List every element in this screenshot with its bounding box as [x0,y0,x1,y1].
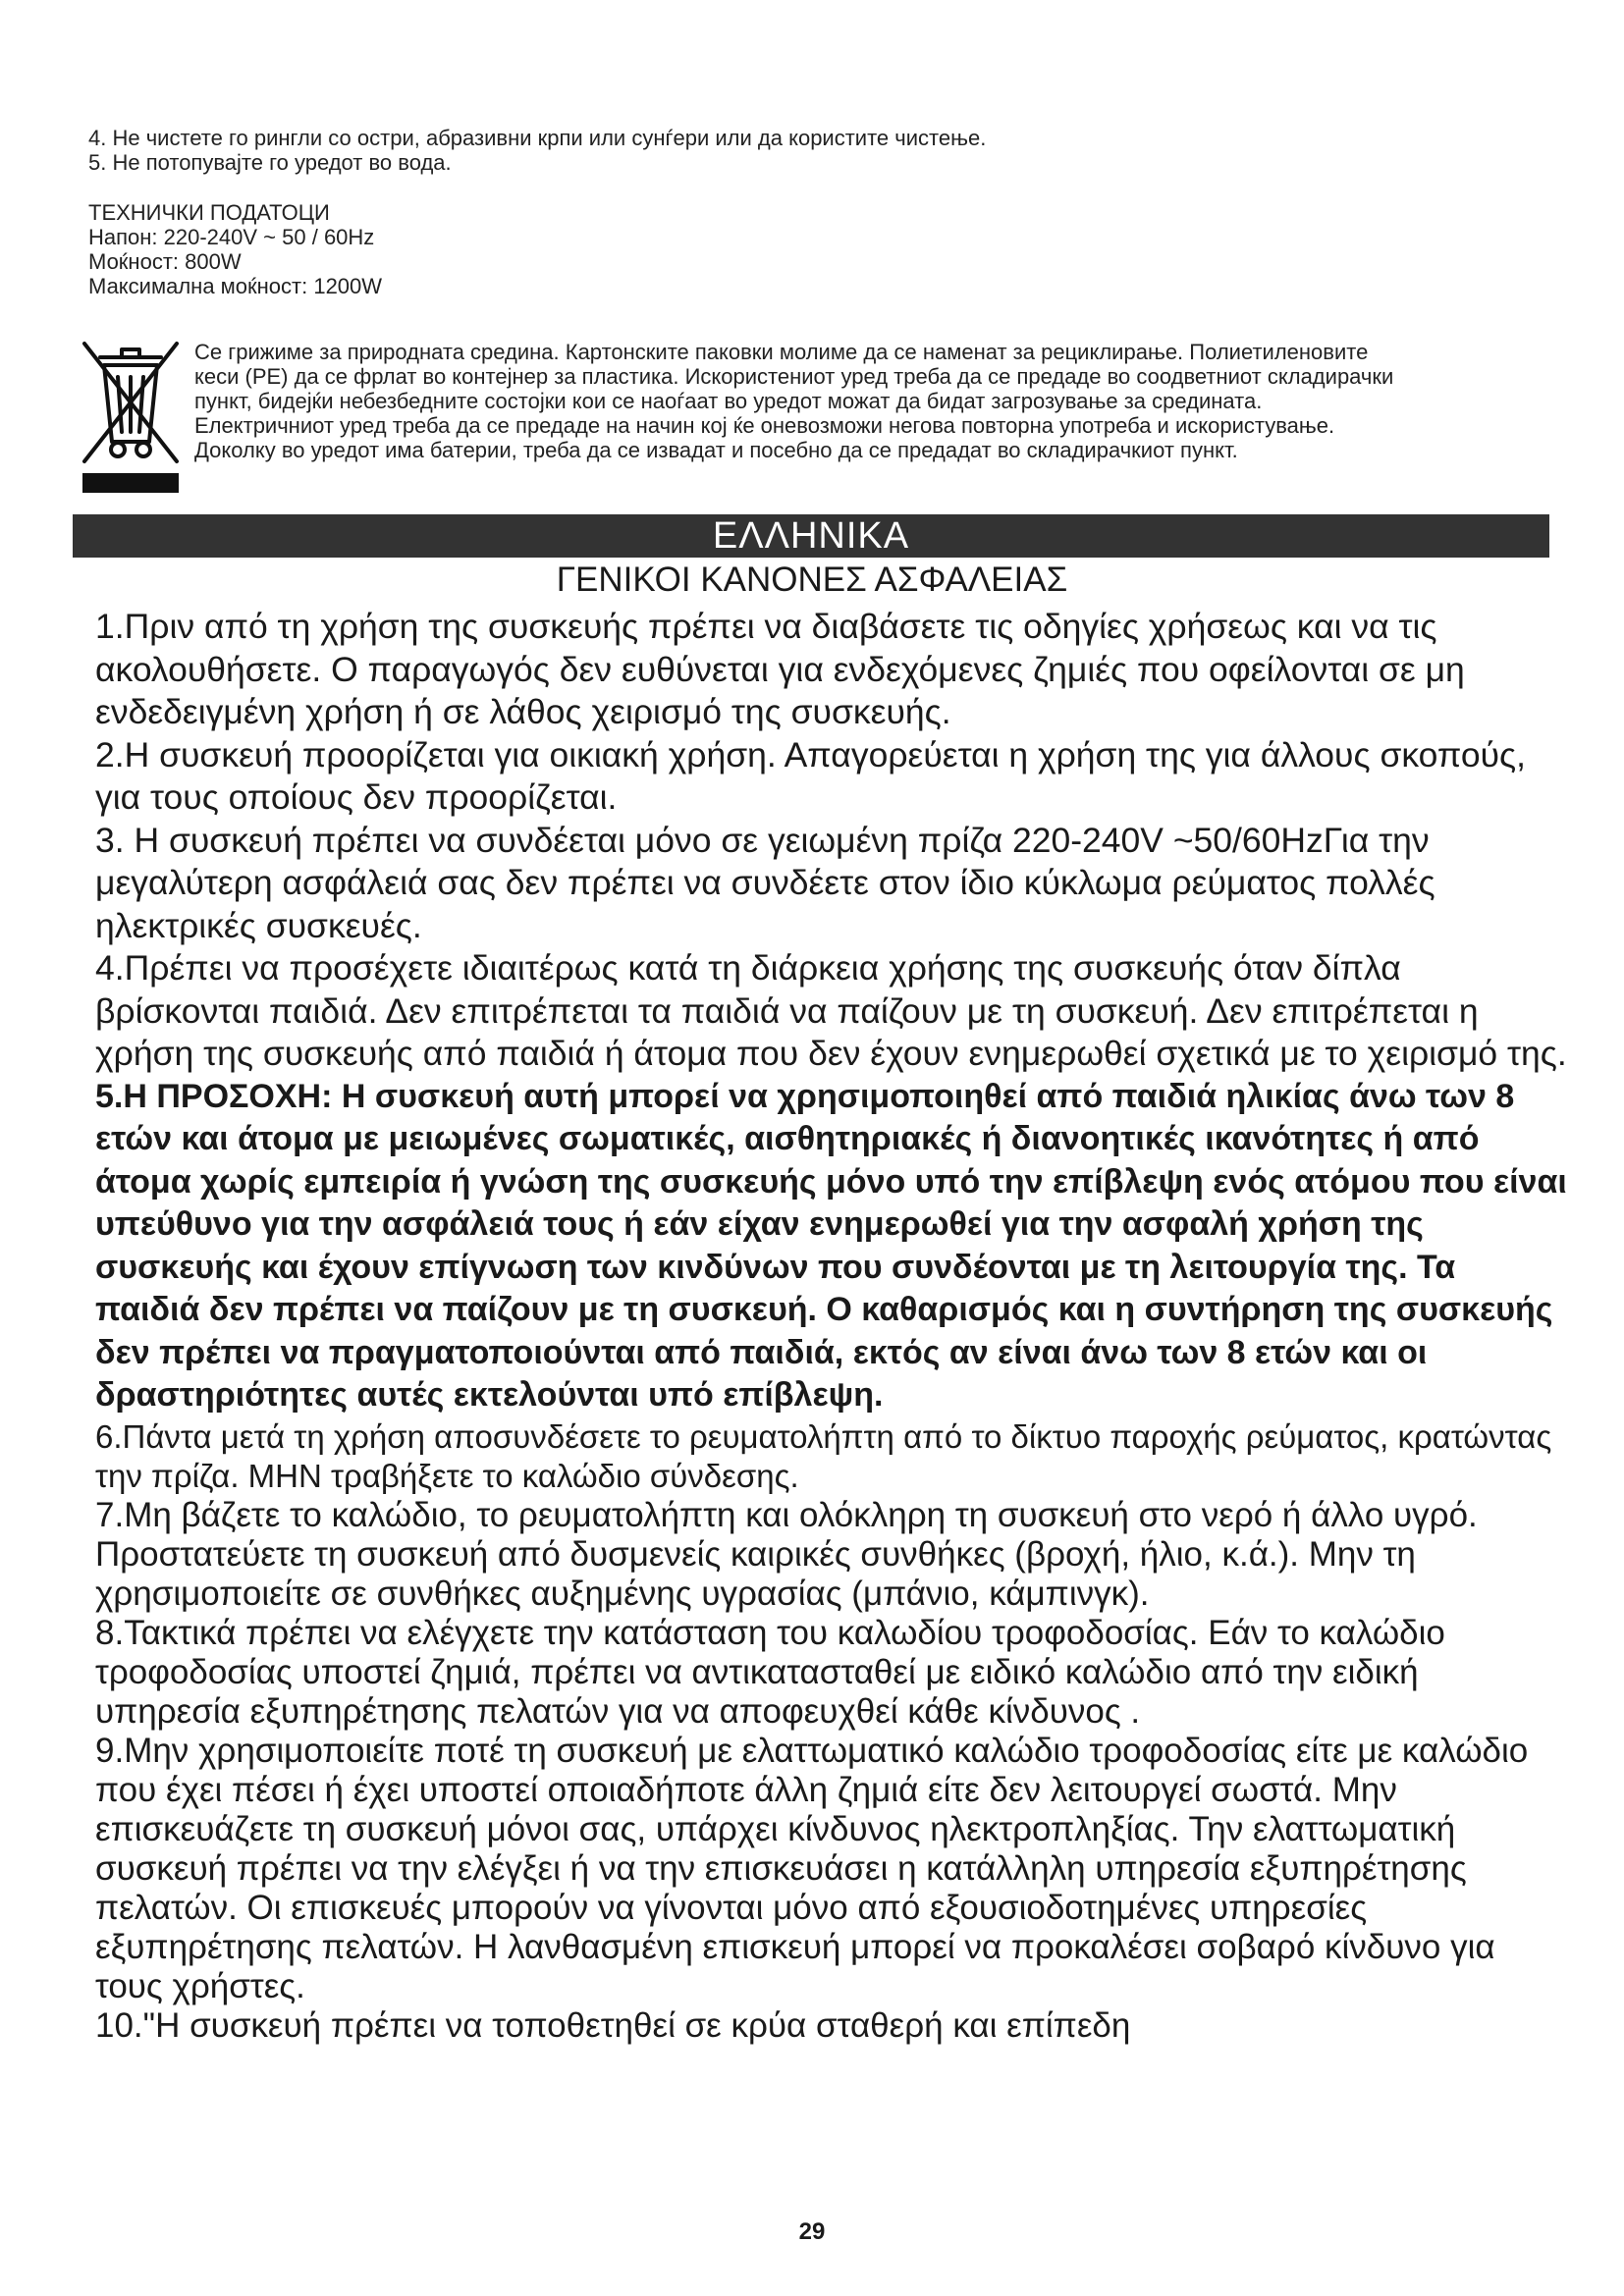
safety-rules [95,606,1568,2046]
technical-heading: ТЕХНИЧКИ ПОДАТОЦИ [88,200,330,225]
technical-power: Моќност: 800W [88,249,242,274]
care-item-4: 4. Не чистете го рингли со остри, абразивни крпи или сунѓери или да користите чистење. [88,126,987,150]
environment-line: Доколку во уредот има батерии, треба да се извадат и посебно да се предадат во складирачкиот пункт. [194,438,1238,462]
safety-rule-5-warning: 5.Η ΠΡΟΣΟΧΗ: Η συσκευή αυτή μπορεί να χρησιμοποιηθεί από παιδιά ηλικίας άνω των 8 ετών και άτομα με μειωμένες σωματικές, αισθητηριακές ή διανοητικές ικανότητες ή από άτομα χωρίς εμπειρία ή γνώση της συσκευής μόνο υπό την επίβλεψη ενός ατόμου που είναι υπεύθυνο για την ασφάλειά τους ή εάν είχαν ενημερωθεί για την ασφαλή χρήση της συσκευής και έχουν επίγνωση των κινδύνων που συνδέονται με τη λειτουργία της. Τα παιδιά δεν πρέπει να παίζουν με τη συσκευή. Ο καθαρισμός και η συντήρηση της συσκευής δεν πρέπει να πραγματοποιούνται από παιδιά, εκτός αν είναι άνω των 8 ετών και οι δραστηριότητες αυτές εκτελούνται υπό επίβλεψη. [95,1077,1567,1414]
safety-rule-7: 7.Μη βάζετε το καλώδιο, το ρευματολήπτη και ολόκληρη τη συσκευή στο νερό ή άλλο υγρό. Προστατεύετε τη συσκευή από δυσμενείς καιρικές συνθήκες (βροχή, ήλιο, κ.ά.). Μην τη χρησιμοποιείτε σε συνθήκες αυξημένης υγρασίας (μπάνιο, κάμπινγκ). [95,1495,1478,1613]
care-item-5: 5. Не потопувајте го уредот во вода. [88,150,452,175]
safety-rule-3: 3. Η συσκευή πρέπει να συνδέεται μόνο σε γειωμένη πρίζα 220-240V ~50/60HzΓια την μεγαλύτερη ασφάλειά σας δεν πρέπει να συνδέετε στον ίδιο κύκλωμα ρεύματος πολλές ηλεκτρικές συσκευές. [95,820,1435,945]
macedonian-section [88,126,1561,298]
safety-rule-1: 1.Πριν από τη χρήση της συσκευής πρέπει να διαβάσετε τις οδηγίες χρήσεως και να τις ακολουθήσετε. Ο παραγωγός δεν ευθύνεται για ενδεχόμενες ζημιές που οφείλονται σε μη ενδεδειγμένη χρήση ή σε λάθος χειρισμό της συσκευής. [95,607,1465,731]
safety-rule-9: 9.Μην χρησιμοποιείτε ποτέ τη συσκευή με ελαττωματικό καλώδιο τροφοδοσίας είτε με καλώδιο που έχει πέσει ή έχει υποστεί οποιαδήποτε άλλη ζημιά είτε δεν λειτουργεί σωστά. Μην επισκευάζετε τη συσκευή μόνοι σας, υπάρχει κίνδυνος ηλεκτροπληξίας. Την ελαττωματική συσκευή πρέπει να την ελέγξει ή να την επισκευάσει η κατάλληλη υπηρεσία εξυπηρέτησης πελατών. Οι επισκευές μπορούν να γίνονται μόνο από εξουσιοδοτημένες υπηρεσίες εξυπηρέτησης πελατών. Η λανθασμένη επισκευή μπορεί να προκαλέσει σοβαρό κίνδυνο για τους χρήστες. [95,1731,1529,2005]
environment-notice [77,336,1559,503]
technical-voltage: Напон: 220-240V ~ 50 / 60Hz [88,225,375,249]
crossed-out-wheelie-bin-icon [77,336,185,503]
safety-rule-6: 6.Πάντα μετά τη χρήση αποσυνδέσετε το ρευματολήπτη από το δίκτυο παροχής ρεύματος, κρατώντας την πρίζα. ΜΗΝ τραβήξετε το καλώδιο σύνδεσης. [95,1417,1552,1494]
safety-rule-4: 4.Πρέπει να προσέχετε ιδιαιτέρως κατά τη διάρκεια χρήσης της συσκευής όταν δίπλα βρίσκονται παιδιά. Δεν επιτρέπεται τα παιδιά να παίζουν με τη συσκευή. Δεν επιτρέπεται η χρήση της συσκευής από παιδιά ή άτομα που δεν έχουν ενημερωθεί σχετικά με το χειρισμό της. [95,948,1567,1073]
section-title: ΓΕΝΙΚΟΙ ΚΑΝΟΝΕΣ ΑΣΦΑΛΕΙΑΣ [556,561,1068,599]
environment-line: пункт, бидејќи небезбедните состојки кои се наоѓаат во уредот можат да бидат загрозување за средината. [194,389,1263,413]
environment-text [194,340,1559,462]
page-number: 29 [798,2218,826,2245]
safety-rule-10: 10."Η συσκευή πρέπει να τοποθετηθεί σε κρύα σταθερή και επίπεδη [95,2005,1131,2045]
technical-max-power: Максимална моќност: 1200W [88,274,383,298]
environment-line: Електричниот уред треба да се предаде на начин кој ќе оневозможи негова повторна употреба и искористување. [194,413,1335,438]
environment-line: Се грижиме за природната средина. Картонските паковки молиме да се наменат за рециклирање. Полиетиленовите [194,340,1369,364]
safety-rule-2: 2.Η συσκευή προορίζεται για οικιακή χρήση. Απαγορεύεται η χρήση της για άλλους σκοπούς, για τους οποίους δεν προορίζεται. [95,734,1527,817]
language-header-bar: ΕΛΛΗΝΙΚΑ [73,514,1549,558]
environment-line: кеси (PE) да се фрлат во контејнер за пластика. Искористениот уред треба да се предаде во соодветниот складирачки [194,364,1394,389]
safety-rule-8: 8.Τακτικά πρέπει να ελέγχετε την κατάσταση του καλωδίου τροφοδοσίας. Εάν το καλώδιο τροφοδοσίας υποστεί ζημιά, πρέπει να αντικατασταθεί με ειδικό καλώδιο από την ειδική υπηρεσία εξυπηρέτησης πελατών για να αποφευχθεί κάθε κίνδυνος . [95,1613,1445,1731]
